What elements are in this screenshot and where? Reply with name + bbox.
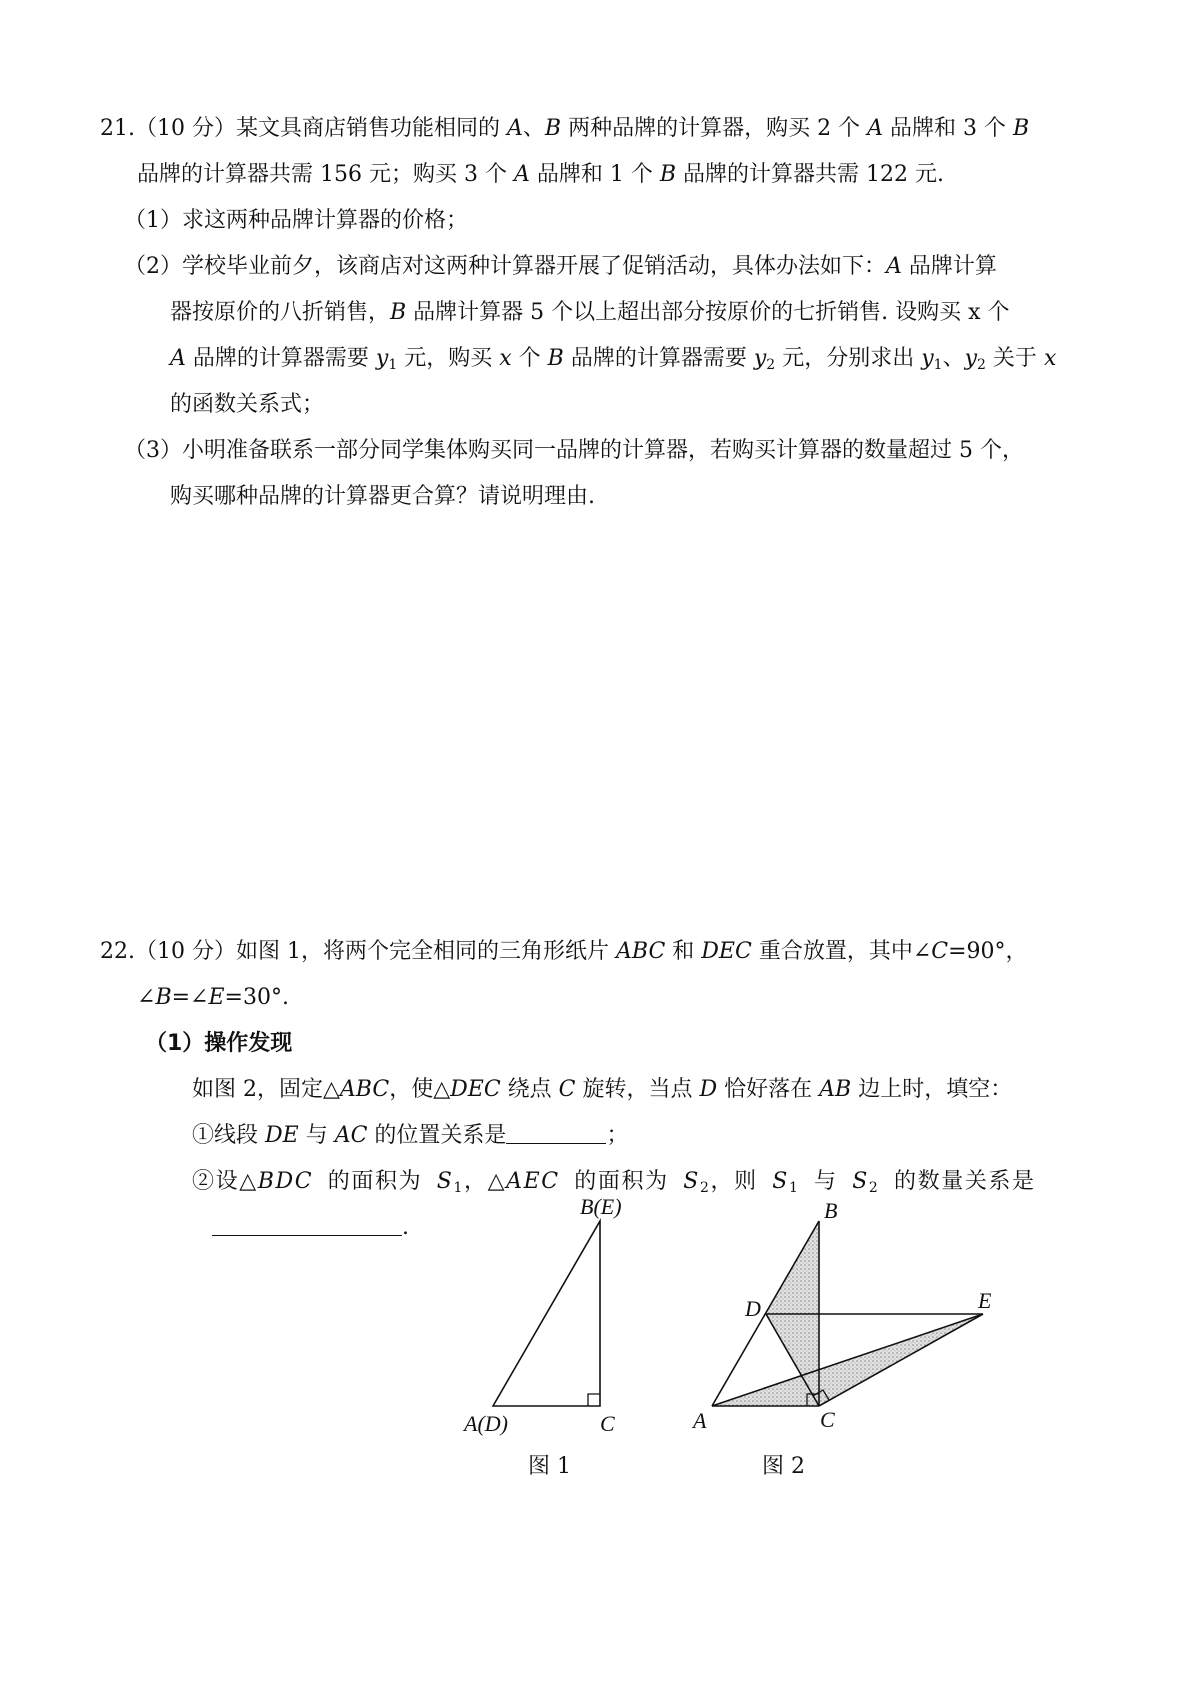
q22-part-1-text: 如图 2，固定△ABC，使△DEC 绕点 C 旋转，当点 D 恰好落在 AB 边上时，填空： [192, 1077, 1013, 1102]
fig1-triangle [493, 1221, 600, 1406]
q22-number: 22. [100, 939, 135, 964]
q21-part-2-line-3: A 品牌的计算器需要 $y_1$ 元，购买 x 个 B 品牌的计算器需要 $y_2$ 元，分别求出 $y_1$、$y_2$ 关于 x [170, 346, 1057, 373]
q21-line-2: 品牌的计算器共需 156 元；购买 3 个 A 品牌和 1 个 B 品牌的计算器共需 122 元. [137, 162, 944, 187]
q21-part-2-line-4: 的函数关系式； [170, 392, 325, 417]
fig2-label-e: E [978, 1288, 992, 1313]
fig2-segment-ce [819, 1314, 983, 1406]
q22-item-1: ①线段 DE 与 AC 的位置关系是 ； [192, 1123, 629, 1148]
figure-2 [691, 1198, 992, 1433]
fig1-label-top: B(E) [580, 1194, 622, 1219]
q21-part-1: （1）求这两种品牌计算器的价格； [124, 208, 468, 233]
q21-line-1: 21.（10 分）某文具商店销售功能相同的 A、B 两种品牌的计算器，购买 2 个 A 品牌和 3 个 B [100, 116, 1030, 141]
fig1-right-angle-mark [588, 1394, 600, 1406]
fig2-label-d: D [745, 1296, 761, 1321]
figure-1-caption: 图 1 [528, 1454, 571, 1479]
figure-1 [462, 1194, 622, 1436]
q21-part-2-line-2: 器按原价的八折销售，B 品牌计算器 5 个以上超出部分按原价的七折销售. 设购买 x 个 [170, 300, 1010, 325]
fig2-segment-ae [712, 1314, 983, 1406]
q22-line-2: ∠B=∠E=30°. [137, 985, 289, 1010]
fig1-label-left: A(D) [464, 1411, 508, 1436]
q21-part-2-line-1: （2）学校毕业前夕，该商店对这两种计算器开展了促销活动，具体办法如下：A 品牌计算 [124, 254, 997, 279]
q22-part-1-title: （1）操作发现 [145, 1031, 293, 1056]
fig2-label-a: A [693, 1408, 707, 1433]
q21-part-3-line-1: （3）小明准备联系一部分同学集体购买同一品牌的计算器，若购买计算器的数量超过 5 个， [124, 438, 1024, 463]
q21-number: 21. [100, 116, 135, 141]
figure-2-caption: 图 2 [762, 1454, 805, 1479]
fig1-label-right: C [600, 1411, 615, 1436]
fig2-label-b: B [824, 1198, 838, 1223]
q22-item-2: ②设△BDC 的面积为 $S_1$，△AEC 的面积为 $S_2$，则 $S_1$ 与 $S_2$ 的数量关系是 [192, 1169, 1036, 1196]
q21-part-3-line-2: 购买哪种品牌的计算器更合算？请说明理由. [170, 484, 595, 509]
q22-line-1: 22.（10 分）如图 1，将两个完全相同的三角形纸片 ABC 和 DEC 重合放置，其中∠C=90°， [100, 939, 1028, 964]
fig2-label-c: C [820, 1407, 835, 1432]
q22-item-2-answer: . [212, 1212, 409, 1244]
